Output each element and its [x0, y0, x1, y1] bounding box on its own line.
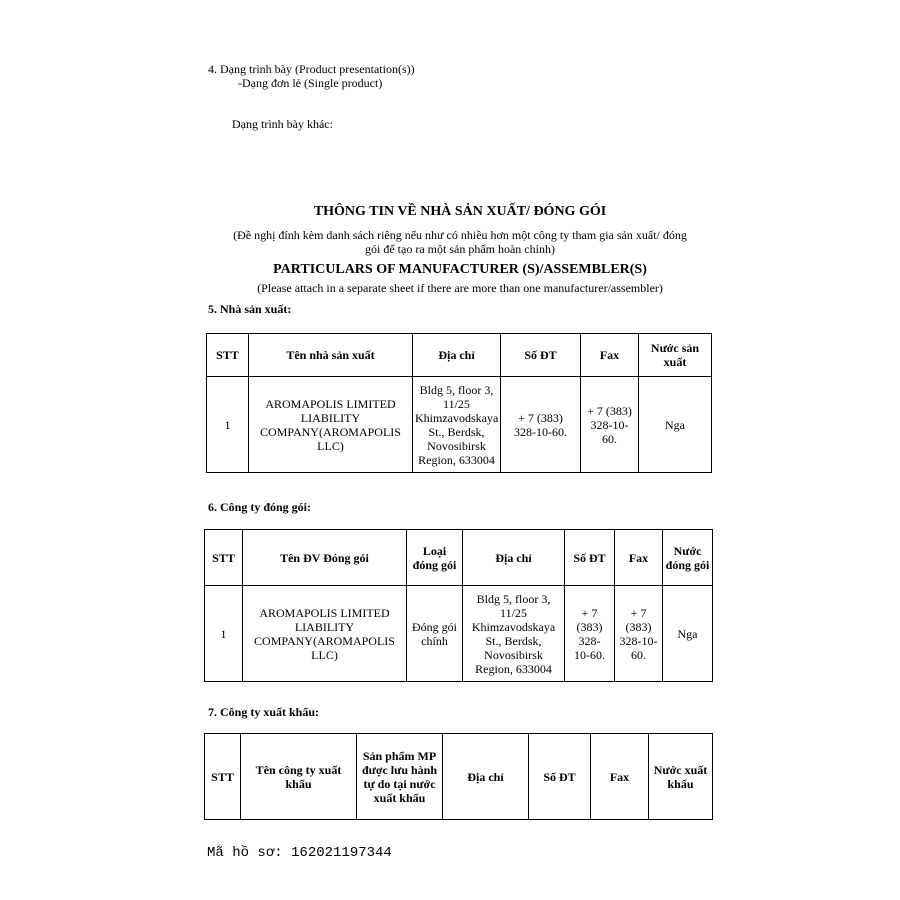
note-en: (Please attach in a separate sheet if there are more than one manufacturer/assembler) — [257, 281, 663, 295]
header-fax: Fax — [591, 734, 649, 820]
cell-packager-name: AROMAPOLIS LIMITED LIABILITY COMPANY(AROMAPOLIS LLC) — [243, 586, 407, 682]
exporter-table — [204, 733, 713, 820]
table-row — [207, 377, 712, 473]
header-stt: STT — [205, 734, 241, 820]
cell-stt: 1 — [205, 586, 243, 682]
cell-packaging-type: Đóng gói chính — [407, 586, 463, 682]
table-row — [205, 586, 713, 682]
cell-phone: + 7 (383) 328-10-60. — [565, 586, 615, 682]
header-address: Địa chỉ — [413, 334, 501, 377]
packager-table — [204, 529, 713, 682]
header-fax: Fax — [615, 530, 663, 586]
section4-single-product: -Dạng đơn lẻ (Single product) — [238, 76, 383, 90]
cell-manufacturer-name: AROMAPOLIS LIMITED LIABILITY COMPANY(AROMAPOLIS LLC) — [249, 377, 413, 473]
header-packaging-type: Loại đóng gói — [407, 530, 463, 586]
section5-label: 5. Nhà sản xuất: — [208, 302, 292, 316]
header-packager-name: Tên ĐV Đóng gói — [243, 530, 407, 586]
cell-address: Bldg 5, floor 3, 11/25 Khimzavodskaya St., Berdsk, Novosibirsk Region, 633004 — [463, 586, 565, 682]
header-address: Địa chỉ — [463, 530, 565, 586]
cell-stt: 1 — [207, 377, 249, 473]
header-country: Nước đóng gói — [663, 530, 713, 586]
section7-label: 7. Công ty xuất khẩu: — [208, 705, 320, 719]
section4-heading: 4. Dạng trình bày (Product presentation(s)) — [208, 62, 415, 76]
header-fax: Fax — [581, 334, 639, 377]
header-stt: STT — [207, 334, 249, 377]
header-phone: Số ĐT — [565, 530, 615, 586]
header-address: Địa chỉ — [443, 734, 529, 820]
cell-phone: + 7 (383) 328-10-60. — [501, 377, 581, 473]
cell-country: Nga — [663, 586, 713, 682]
note-vi-line1: (Đề nghị đính kèm danh sách riêng nếu như có nhiều hơn một công ty tham gia sản xuất/ đóng — [233, 228, 687, 242]
cell-fax: + 7 (383) 328-10-60. — [581, 377, 639, 473]
cell-address: Bldg 5, floor 3, 11/25 Khimzavodskaya St., Berdsk, Novosibirsk Region, 633004 — [413, 377, 501, 473]
header-country: Nước xuất khẩu — [649, 734, 713, 820]
header-exporter-name: Tên công ty xuất khẩu — [241, 734, 357, 820]
manufacturer-table — [206, 333, 712, 473]
cell-fax: + 7 (383) 328-10-60. — [615, 586, 663, 682]
header-free-sale-product: Sản phẩm MP được lưu hành tự do tại nước xuất khẩu — [357, 734, 443, 820]
file-code: Mã hồ sơ: 162021197344 — [207, 845, 392, 861]
header-country: Nước sản xuất — [639, 334, 712, 377]
header-stt: STT — [205, 530, 243, 586]
section6-label: 6. Công ty đóng gói: — [208, 500, 312, 514]
header-manufacturer-name: Tên nhà sản xuất — [249, 334, 413, 377]
note-vi-line2: gói để tạo ra một sản phẩm hoàn chỉnh) — [365, 242, 555, 256]
title-vi: THÔNG TIN VỀ NHÀ SẢN XUẤT/ ĐÓNG GÓI — [313, 204, 607, 219]
section4-other-presentation: Dạng trình bày khác: — [232, 117, 333, 131]
title-en: PARTICULARS OF MANUFACTURER (S)/ASSEMBLER(S) — [273, 262, 647, 277]
cell-country: Nga — [639, 377, 712, 473]
header-phone: Số ĐT — [529, 734, 591, 820]
header-phone: Số ĐT — [501, 334, 581, 377]
